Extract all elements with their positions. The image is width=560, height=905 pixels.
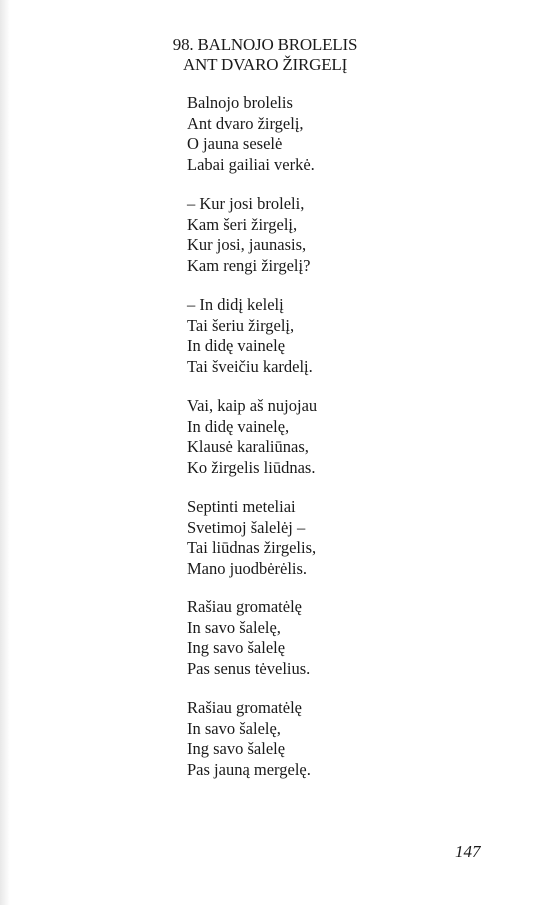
stanza-4 — [187, 396, 467, 478]
verse-line: In didę vainelę, — [187, 416, 290, 436]
verse-line: Klausė karaliūnas, — [187, 437, 309, 456]
poem-title-line-2: ANT DVARO ŽIRGELĮ — [182, 55, 348, 74]
stanza-5 — [187, 497, 467, 579]
verse-line: – In didį kelelį — [187, 295, 284, 314]
stanza-3 — [187, 295, 467, 377]
verse-line: Pas senus tėvelius. — [187, 658, 311, 678]
verse-line: In didę vainelę — [187, 336, 286, 355]
verse-line: Labai gailiai verkė. — [187, 154, 315, 174]
verse-line: Ant dvaro žirgelį, — [187, 113, 304, 133]
page-number: 147 — [455, 842, 481, 861]
verse-line: Kam šeri žirgelį, — [187, 214, 298, 234]
verse-line: Septinti meteliai — [187, 497, 296, 516]
verse-line: Kur josi, jaunasis, — [187, 235, 307, 254]
verse-line: Rašiau gromatėlę — [187, 698, 303, 717]
verse-line: Rašiau gromatėlę — [187, 597, 303, 616]
verse-line: Balnojo brolelis — [187, 93, 293, 112]
verse-line: Ko žirgelis liūdnas. — [187, 457, 316, 477]
poem-title-line-1: 98. BALNOJO BROLELIS — [172, 35, 358, 54]
verse-line: Pas jauną mergelę. — [187, 759, 311, 779]
verse-line: Mano juodbėrėlis. — [187, 558, 308, 578]
stanza-6 — [187, 597, 467, 679]
verse-line: Tai šeriu žirgelį, — [187, 315, 295, 335]
verse-line: Kam rengi žirgelį? — [187, 255, 311, 275]
verse-line: Ing savo šalelę — [187, 739, 286, 758]
stanza-1 — [187, 93, 467, 175]
verse-line: Ing savo šalelę — [187, 638, 286, 657]
verse-line: – Kur josi broleli, — [187, 194, 305, 213]
page-edge-shadow — [0, 0, 10, 905]
verse-line: In savo šalelę, — [187, 617, 281, 637]
verse-line: O jauna seselė — [187, 134, 283, 153]
verse-line: Vai, kaip aš nujojau — [187, 396, 318, 415]
verse-line: Tai liūdnas žirgelis, — [187, 538, 317, 557]
verse-line: Tai šveičiu kardelį. — [187, 356, 313, 376]
verse-line: Svetimoj šalelėj – — [187, 517, 306, 537]
stanza-2 — [187, 194, 467, 276]
stanza-7 — [187, 698, 467, 780]
verse-line: In savo šalelę, — [187, 718, 281, 738]
